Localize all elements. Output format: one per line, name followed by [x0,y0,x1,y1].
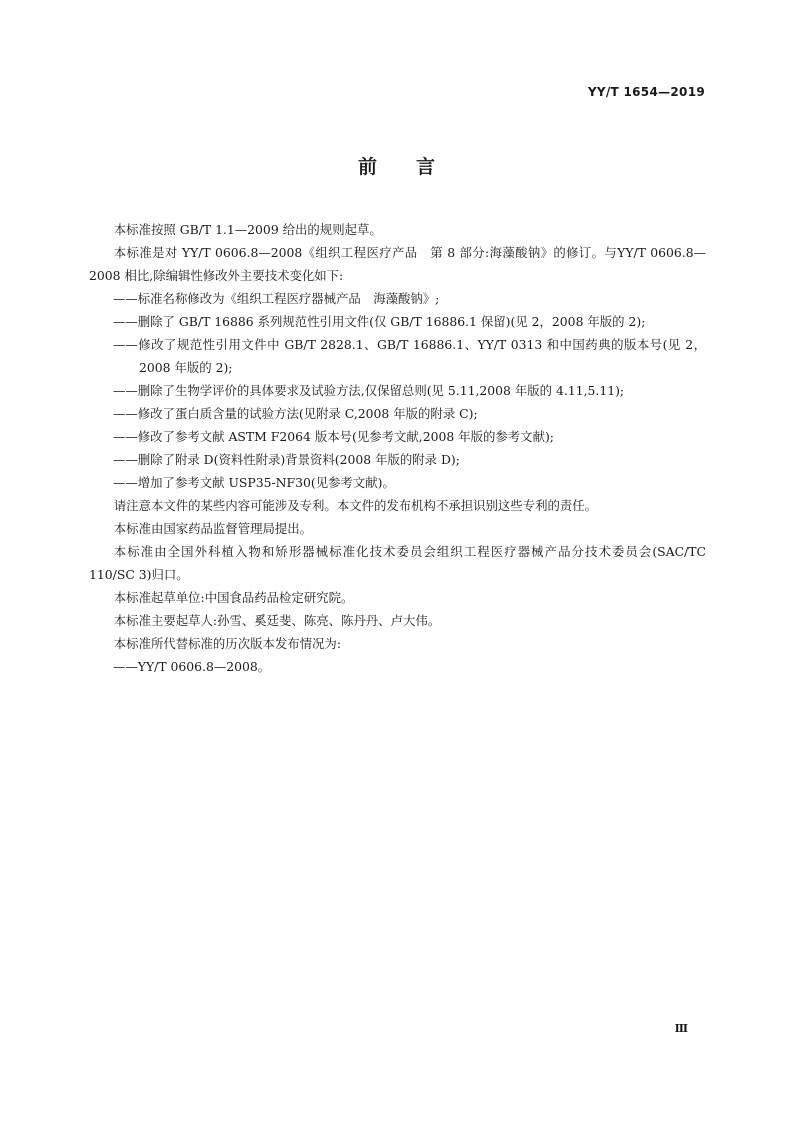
change-item: ——修改了蛋白质含量的试验方法(见附录 C,2008 年版的附录 C); [113,406,478,421]
change-item: ——修改了参考文献 ASTM F2064 版本号(见参考文献,2008 年版的参考文献); [113,429,554,444]
paragraph-revision-note: 本标准是对 YY/T 0606.8—2008《组织工程医疗产品 第 8 部分:海藻酸钠》的修订。与YY/T 0606.8—2008 相比,除编辑性修改外主要技术变化如下: [89,245,706,283]
paragraph-drafting-rules: 本标准按照 GB/T 1.1—2009 给出的规则起草。 [113,222,382,237]
foreword-body [89,218,706,678]
paragraph-patent-notice: 请注意本文件的某些内容可能涉及专利。本文件的发布机构不承担识别这些专利的责任。 [113,498,598,513]
paragraph-under-jurisdiction: 本标准由全国外科植入物和矫形器械标准化技术委员会组织工程医疗器械产品分技术委员会(SAC/TC 110/SC 3)归口。 [89,544,706,582]
change-item: ——标准名称修改为《组织工程医疗器械产品 海藻酸钠》; [113,291,440,306]
paragraph-drafting-unit: 本标准起草单位:中国食品药品检定研究院。 [113,590,354,605]
history-item: ——YY/T 0606.8—2008。 [113,659,271,674]
change-item: ——增加了参考文献 USP35-NF30(见参考文献)。 [113,475,395,490]
change-item: ——删除了附录 D(资料性附录)背景资料(2008 年版的附录 D); [113,452,460,467]
paragraph-history-intro: 本标准所代替标准的历次版本发布情况为: [113,636,342,651]
paragraph-proposed-by: 本标准由国家药品监督管理局提出。 [113,521,313,536]
title-char-2: 言 [416,156,437,178]
change-item: ——删除了 GB/T 16886 系列规范性引用文件(仅 GB/T 16886.1 保留)(见 2，2008 年版的 2); [113,314,646,329]
paragraph-drafters: 本标准主要起草人:孙雪、奚廷斐、陈亮、陈丹丹、卢大伟。 [113,613,441,628]
change-item: ——修改了规范性引用文件中 GB/T 2828.1、GB/T 16886.1、YY/T 0313 和中国药典的版本号(见 2，2008 年版的 2); [113,337,706,375]
title-char-1: 前 [357,156,378,178]
change-item: ——删除了生物学评价的具体要求及试验方法,仅保留总则(见 5.11,2008 年版的 4.11,5.11); [113,383,625,398]
standard-code: YY/T 1654—2019 [587,85,705,99]
page-title [0,152,794,179]
page-number: Ⅲ [674,1022,688,1035]
